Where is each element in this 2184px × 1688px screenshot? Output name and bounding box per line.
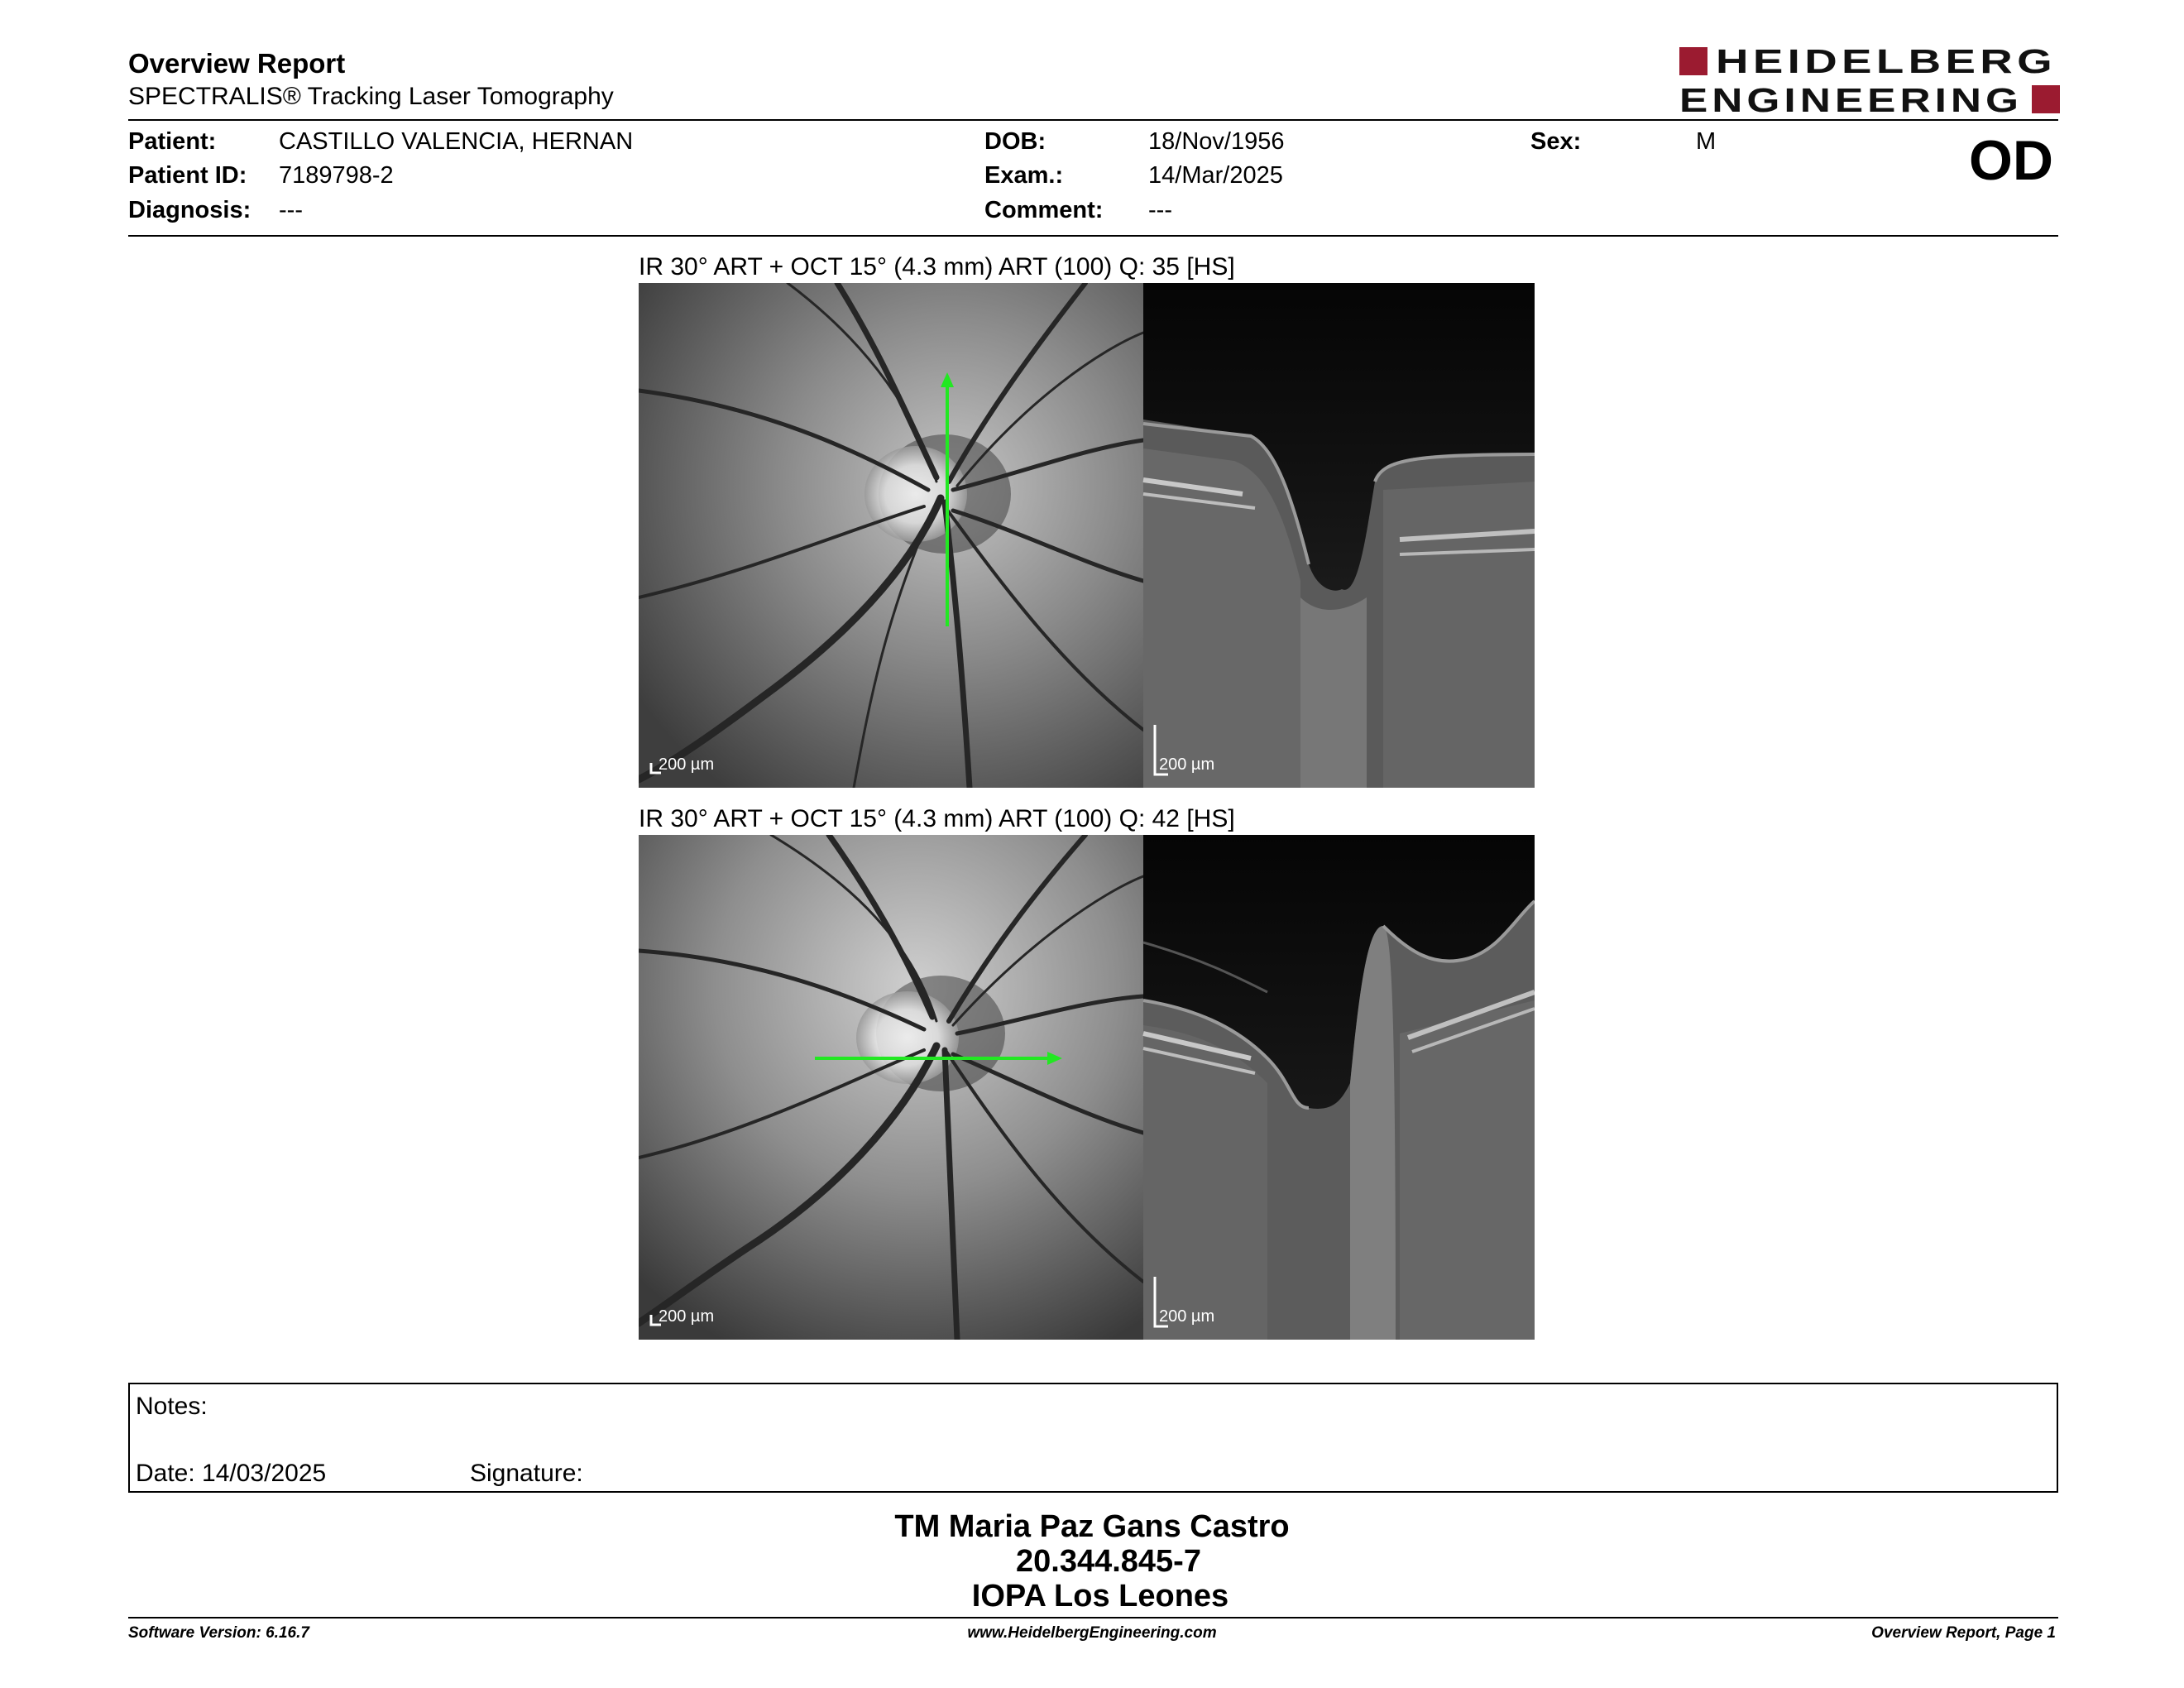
header-divider bbox=[128, 119, 2058, 121]
svg-text:200 µm: 200 µm bbox=[659, 755, 715, 774]
sex-value: M bbox=[1696, 128, 1717, 155]
signature-label: Signature: bbox=[470, 1460, 583, 1487]
fundus-image-2 bbox=[639, 835, 1143, 1340]
website-link[interactable]: www.HeidelbergEngineering.com bbox=[967, 1624, 1217, 1642]
oct-bscan-1 bbox=[1143, 283, 1535, 788]
fundus-scale-bar-2 bbox=[651, 1307, 714, 1326]
svg-text:HEIDELBERG: HEIDELBERG bbox=[1716, 46, 2057, 80]
page-number: Overview Report, Page 1 bbox=[1871, 1624, 2056, 1642]
exam-value: 14/Mar/2025 bbox=[1148, 162, 1283, 189]
patient-id-label: Patient ID: bbox=[128, 162, 247, 189]
dob-label: DOB: bbox=[984, 128, 1046, 155]
report-title: Overview Report bbox=[128, 48, 346, 79]
date-label: Date: 14/03/2025 bbox=[136, 1460, 327, 1487]
svg-text:200 µm: 200 µm bbox=[1159, 755, 1215, 774]
software-version: Software Version: 6.16.7 bbox=[128, 1624, 309, 1642]
footer-divider bbox=[128, 1617, 2058, 1618]
eye-indicator: OD bbox=[1969, 129, 2053, 192]
image-panel-1 bbox=[639, 283, 1535, 788]
svg-text:ENGINEERING: ENGINEERING bbox=[1679, 81, 2023, 117]
exam-label: Exam.: bbox=[984, 162, 1064, 189]
comment-value: --- bbox=[1148, 197, 1172, 223]
svg-text:200 µm: 200 µm bbox=[659, 1307, 715, 1326]
sex-label: Sex: bbox=[1530, 128, 1582, 155]
heidelberg-logo bbox=[1679, 46, 2060, 117]
fundus-image-1 bbox=[639, 283, 1143, 788]
svg-text:200 µm: 200 µm bbox=[1159, 1307, 1215, 1326]
patient-name: CASTILLO VALENCIA, HERNAN bbox=[279, 128, 634, 155]
notes-label: Notes: bbox=[136, 1393, 208, 1420]
notes-box[interactable] bbox=[128, 1383, 2058, 1493]
organization-name: IOPA Los Leones bbox=[971, 1579, 1229, 1614]
comment-label: Comment: bbox=[984, 197, 1104, 223]
technician-name: TM Maria Paz Gans Castro bbox=[894, 1509, 1290, 1544]
image-panel-2 bbox=[639, 835, 1535, 1340]
patient-id: 7189798-2 bbox=[279, 162, 394, 189]
report-subtitle: SPECTRALIS® Tracking Laser Tomography bbox=[128, 83, 614, 110]
dob-value: 18/Nov/1956 bbox=[1148, 128, 1285, 155]
image-caption-1: IR 30° ART + OCT 15° (4.3 mm) ART (100) Q: 35 [HS] bbox=[639, 253, 1235, 281]
technician-id: 20.344.845-7 bbox=[1016, 1544, 1201, 1579]
fundus-scale-bar-1 bbox=[651, 755, 714, 774]
oct-bscan-2 bbox=[1143, 835, 1535, 1340]
diagnosis-value: --- bbox=[279, 197, 303, 223]
image-caption-2: IR 30° ART + OCT 15° (4.3 mm) ART (100) Q: 42 [HS] bbox=[639, 805, 1235, 832]
info-divider bbox=[128, 235, 2058, 237]
patient-label: Patient: bbox=[128, 128, 217, 155]
diagnosis-label: Diagnosis: bbox=[128, 197, 251, 223]
